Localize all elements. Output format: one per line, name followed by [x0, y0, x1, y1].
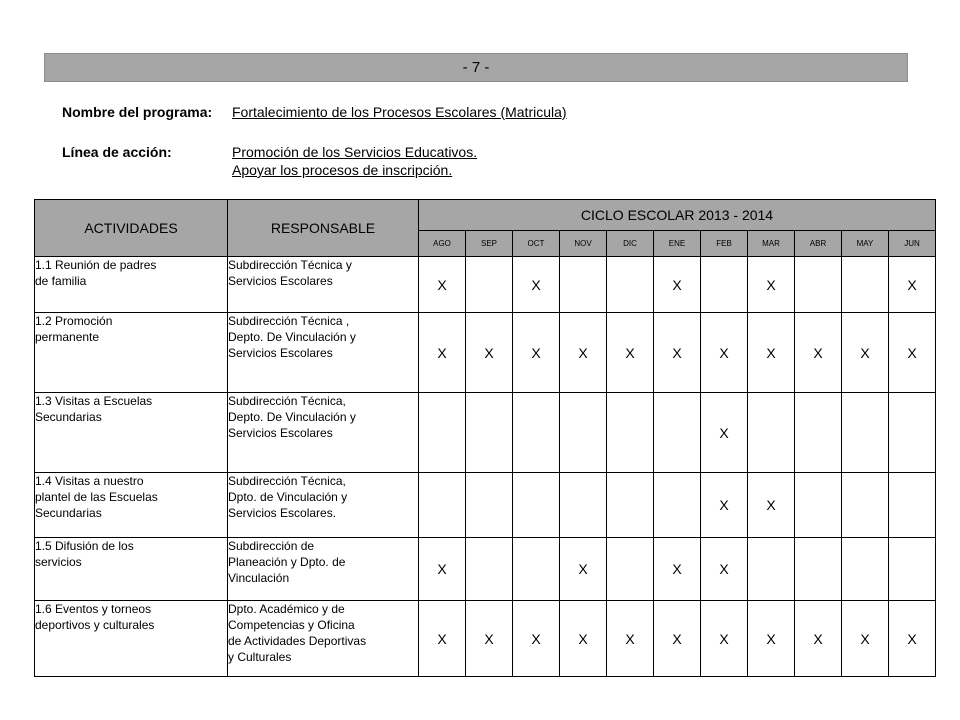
table-row	[35, 257, 936, 313]
month-mark-sep: X	[466, 313, 513, 393]
month-mark-jun: X	[889, 313, 936, 393]
cycle-header: CICLO ESCOLAR 2013 - 2014	[419, 200, 936, 231]
month-mark-mar: X	[748, 257, 795, 313]
month-mark-feb: X	[701, 601, 748, 677]
month-mark-ago	[419, 473, 466, 538]
month-mark-jun: X	[889, 257, 936, 313]
activities-header: ACTIVIDADES	[35, 200, 228, 257]
month-header-feb: FEB	[701, 231, 748, 257]
responsible-cell: Dpto. Académico y de Competencias y Oficina de Actividades Deportivas y Culturales	[228, 601, 419, 677]
month-header-mar: MAR	[748, 231, 795, 257]
program-name-value: Fortalecimiento de los Procesos Escolares (Matricula)	[232, 104, 567, 120]
schedule-table	[34, 199, 936, 677]
month-mark-ene: X	[654, 538, 701, 601]
month-mark-mar	[748, 393, 795, 473]
month-mark-sep	[466, 393, 513, 473]
action-label: Línea de acción:	[62, 144, 172, 160]
table-row	[35, 601, 936, 677]
activity-cell: 1.2 Promoción permanente	[35, 313, 228, 393]
responsible-cell: Subdirección Técnica , Depto. De Vinculación y Servicios Escolares	[228, 313, 419, 393]
table-row	[35, 473, 936, 538]
month-header-abr: ABR	[795, 231, 842, 257]
month-mark-ago: X	[419, 538, 466, 601]
month-mark-mar: X	[748, 473, 795, 538]
month-header-may: MAY	[842, 231, 889, 257]
month-mark-sep	[466, 473, 513, 538]
month-mark-oct: X	[513, 257, 560, 313]
month-mark-ene: X	[654, 601, 701, 677]
activity-cell: 1.1 Reunión de padres de familia	[35, 257, 228, 313]
responsible-cell: Subdirección Técnica, Depto. De Vinculación y Servicios Escolares	[228, 393, 419, 473]
month-mark-ago: X	[419, 257, 466, 313]
action-value-1: Promoción de los Servicios Educativos.	[232, 144, 478, 160]
month-mark-ene	[654, 393, 701, 473]
month-mark-mar	[748, 538, 795, 601]
month-mark-feb: X	[701, 538, 748, 601]
month-mark-oct: X	[513, 601, 560, 677]
month-mark-may	[842, 473, 889, 538]
month-mark-feb: X	[701, 313, 748, 393]
month-mark-abr	[795, 473, 842, 538]
month-mark-jun	[889, 393, 936, 473]
month-header-ago: AGO	[419, 231, 466, 257]
activity-cell: 1.4 Visitas a nuestro plantel de las Escuelas Secundarias	[35, 473, 228, 538]
month-mark-feb: X	[701, 393, 748, 473]
month-header-ene: ENE	[654, 231, 701, 257]
month-mark-nov: X	[560, 601, 607, 677]
month-mark-oct: X	[513, 313, 560, 393]
month-mark-ago: X	[419, 601, 466, 677]
month-mark-nov	[560, 257, 607, 313]
month-mark-oct	[513, 473, 560, 538]
month-mark-sep	[466, 257, 513, 313]
month-mark-may	[842, 393, 889, 473]
responsible-cell: Subdirección Técnica y Servicios Escolares	[228, 257, 419, 313]
month-mark-oct	[513, 538, 560, 601]
month-mark-may	[842, 538, 889, 601]
program-name-label: Nombre del programa:	[62, 104, 213, 120]
page-number: - 7 -	[462, 59, 490, 76]
month-mark-sep: X	[466, 601, 513, 677]
table-row	[35, 313, 936, 393]
table-row	[35, 538, 936, 601]
month-mark-ago: X	[419, 313, 466, 393]
month-mark-ene: X	[654, 313, 701, 393]
schedule-body	[35, 257, 936, 677]
month-mark-nov	[560, 473, 607, 538]
month-header-jun: JUN	[889, 231, 936, 257]
month-mark-feb	[701, 257, 748, 313]
responsible-header: RESPONSABLE	[228, 200, 419, 257]
month-mark-jun	[889, 538, 936, 601]
month-mark-mar: X	[748, 313, 795, 393]
month-mark-abr	[795, 257, 842, 313]
month-mark-sep	[466, 538, 513, 601]
month-mark-ene	[654, 473, 701, 538]
month-mark-dic	[607, 393, 654, 473]
table-row	[35, 393, 936, 473]
month-mark-abr: X	[795, 601, 842, 677]
responsible-cell: Subdirección de Planeación y Dpto. de Vinculación	[228, 538, 419, 601]
activity-cell: 1.3 Visitas a Escuelas Secundarias	[35, 393, 228, 473]
month-mark-nov: X	[560, 313, 607, 393]
month-mark-may: X	[842, 601, 889, 677]
month-mark-dic: X	[607, 601, 654, 677]
month-header-nov: NOV	[560, 231, 607, 257]
responsible-cell: Subdirección Técnica, Dpto. de Vinculación y Servicios Escolares.	[228, 473, 419, 538]
month-mark-dic: X	[607, 313, 654, 393]
month-header-dic: DIC	[607, 231, 654, 257]
month-mark-dic	[607, 538, 654, 601]
activity-cell: 1.5 Difusión de los servicios	[35, 538, 228, 601]
month-mark-dic	[607, 473, 654, 538]
month-mark-abr	[795, 393, 842, 473]
month-mark-may: X	[842, 313, 889, 393]
month-mark-jun: X	[889, 601, 936, 677]
month-mark-dic	[607, 257, 654, 313]
month-mark-abr: X	[795, 313, 842, 393]
month-header-oct: OCT	[513, 231, 560, 257]
month-header-sep: SEP	[466, 231, 513, 257]
activity-cell: 1.6 Eventos y torneos deportivos y culturales	[35, 601, 228, 677]
month-mark-ene: X	[654, 257, 701, 313]
month-mark-abr	[795, 538, 842, 601]
month-mark-nov: X	[560, 538, 607, 601]
month-mark-jun	[889, 473, 936, 538]
action-value-2: Apoyar los procesos de inscripción.	[232, 162, 453, 178]
month-mark-mar: X	[748, 601, 795, 677]
month-mark-oct	[513, 393, 560, 473]
month-mark-feb: X	[701, 473, 748, 538]
month-mark-ago	[419, 393, 466, 473]
month-mark-may	[842, 257, 889, 313]
page-number-bar	[44, 53, 908, 82]
month-mark-nov	[560, 393, 607, 473]
